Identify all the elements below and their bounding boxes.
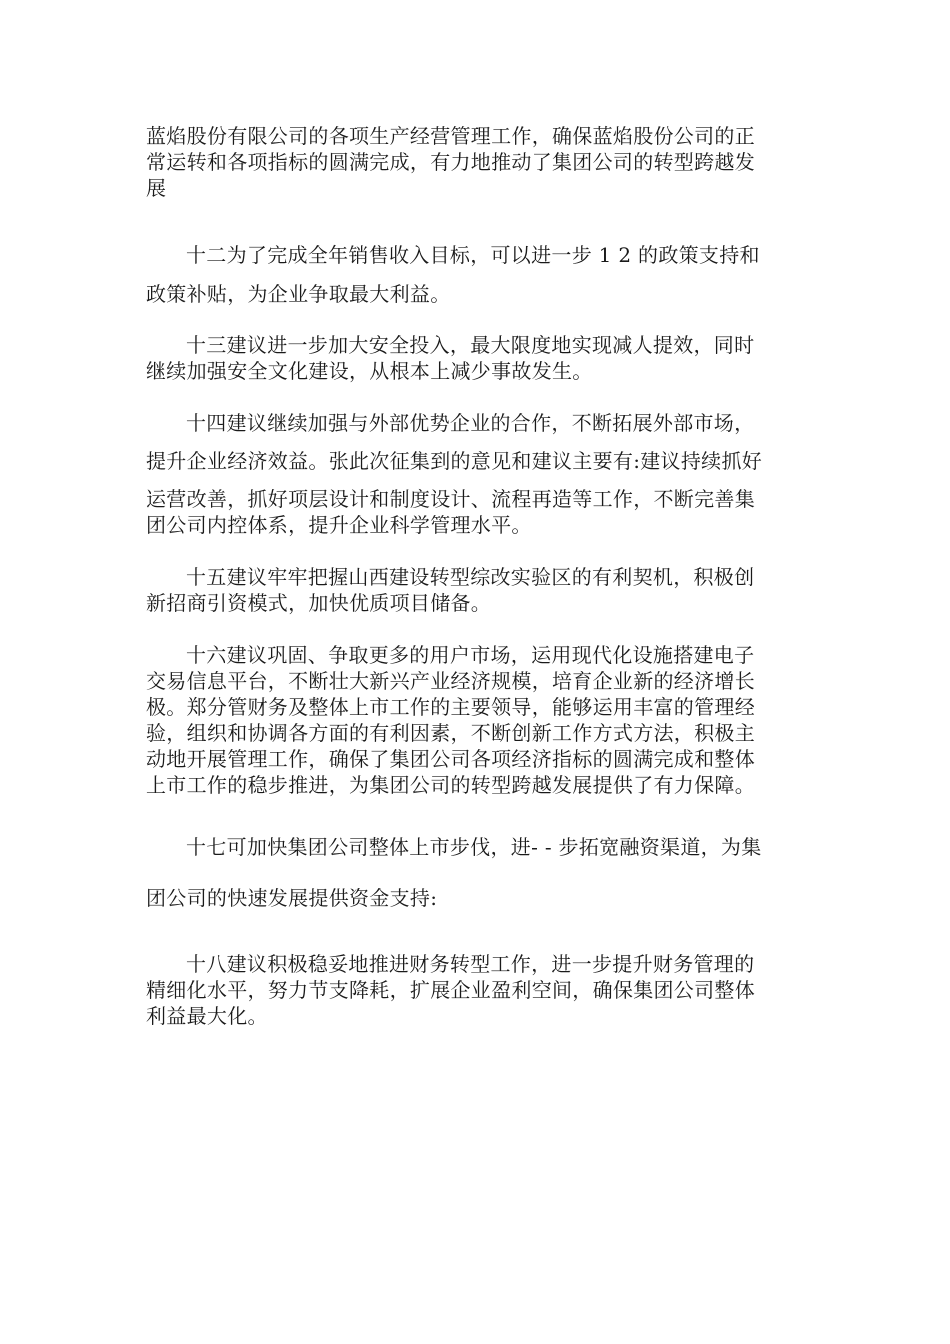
text-line: 动地开展管理工作，确保了集团公司各项经济指标的圆满完成和整体 xyxy=(146,747,755,771)
text-line: 政策补贴，为企业争取最大利益。 xyxy=(146,282,451,306)
text-line: 十五建议牢牢把握山西建设转型综改实验区的有利契机，积极创 xyxy=(186,565,755,589)
text-line: 上市工作的稳步推进，为集团公司的转型跨越发展提供了有力保障。 xyxy=(146,773,755,797)
text-line: 继续加强安全文化建设，从根本上减少事故发生。 xyxy=(146,359,593,383)
text-line: 十七可加快集团公司整体上市步伐，进- - 步拓宽融资渠道，为集 xyxy=(186,835,762,859)
text-line: 常运转和各项指标的圆满完成，有力地推动了集团公司的转型跨越发 xyxy=(146,150,755,174)
text-line: 十三建议进一步加大安全投入，最大限度地实现减人提效，同时 xyxy=(186,333,755,357)
text-line: 提升企业经济效益。张此次征集到的意见和建议主要有:建议持续抓好 xyxy=(146,449,763,473)
text-line: 团公司内控体系，提升企业科学管理水平。 xyxy=(146,513,532,537)
text-line: 新招商引资模式，加快优质项目储备。 xyxy=(146,591,492,615)
text-line: 十四建议继续加强与外部优势企业的合作，不断拓展外部市场， xyxy=(186,411,755,435)
text-line: 精细化水平，努力节支降耗，扩展企业盈利空间，确保集团公司整体 xyxy=(146,978,755,1002)
text-line: 团公司的快速发展提供资金支持: xyxy=(146,886,438,910)
text-line: 展 xyxy=(146,176,167,200)
text-line: 交易信息平台，不断壮大新兴产业经济规模，培育企业新的经济增长 xyxy=(146,669,755,693)
text-line: 验，组织和协调各方面的有利因素，不断创新工作方式方法，积极主 xyxy=(146,721,755,745)
text-line: 十八建议积极稳妥地推进财务转型工作，进一步提升财务管理的 xyxy=(186,952,755,976)
text-line: 利益最大化。 xyxy=(146,1004,268,1028)
text-line: 蓝焰股份有限公司的各项生产经营管理工作，确保蓝焰股份公司的正 xyxy=(146,124,755,148)
text-line: 极。郑分管财务及整体上市工作的主要领导，能够运用丰富的管理经 xyxy=(146,695,755,719)
text-line: 运营改善，抓好项层设计和制度设计、流程再造等工作，不断完善集 xyxy=(146,487,755,511)
text-line: 十六建议巩固、争取更多的用户市场，运用现代化设施搭建电子 xyxy=(186,643,755,667)
text-line: 十二为了完成全年销售收入目标，可以进一步 1 2 的政策支持和 xyxy=(186,243,760,267)
